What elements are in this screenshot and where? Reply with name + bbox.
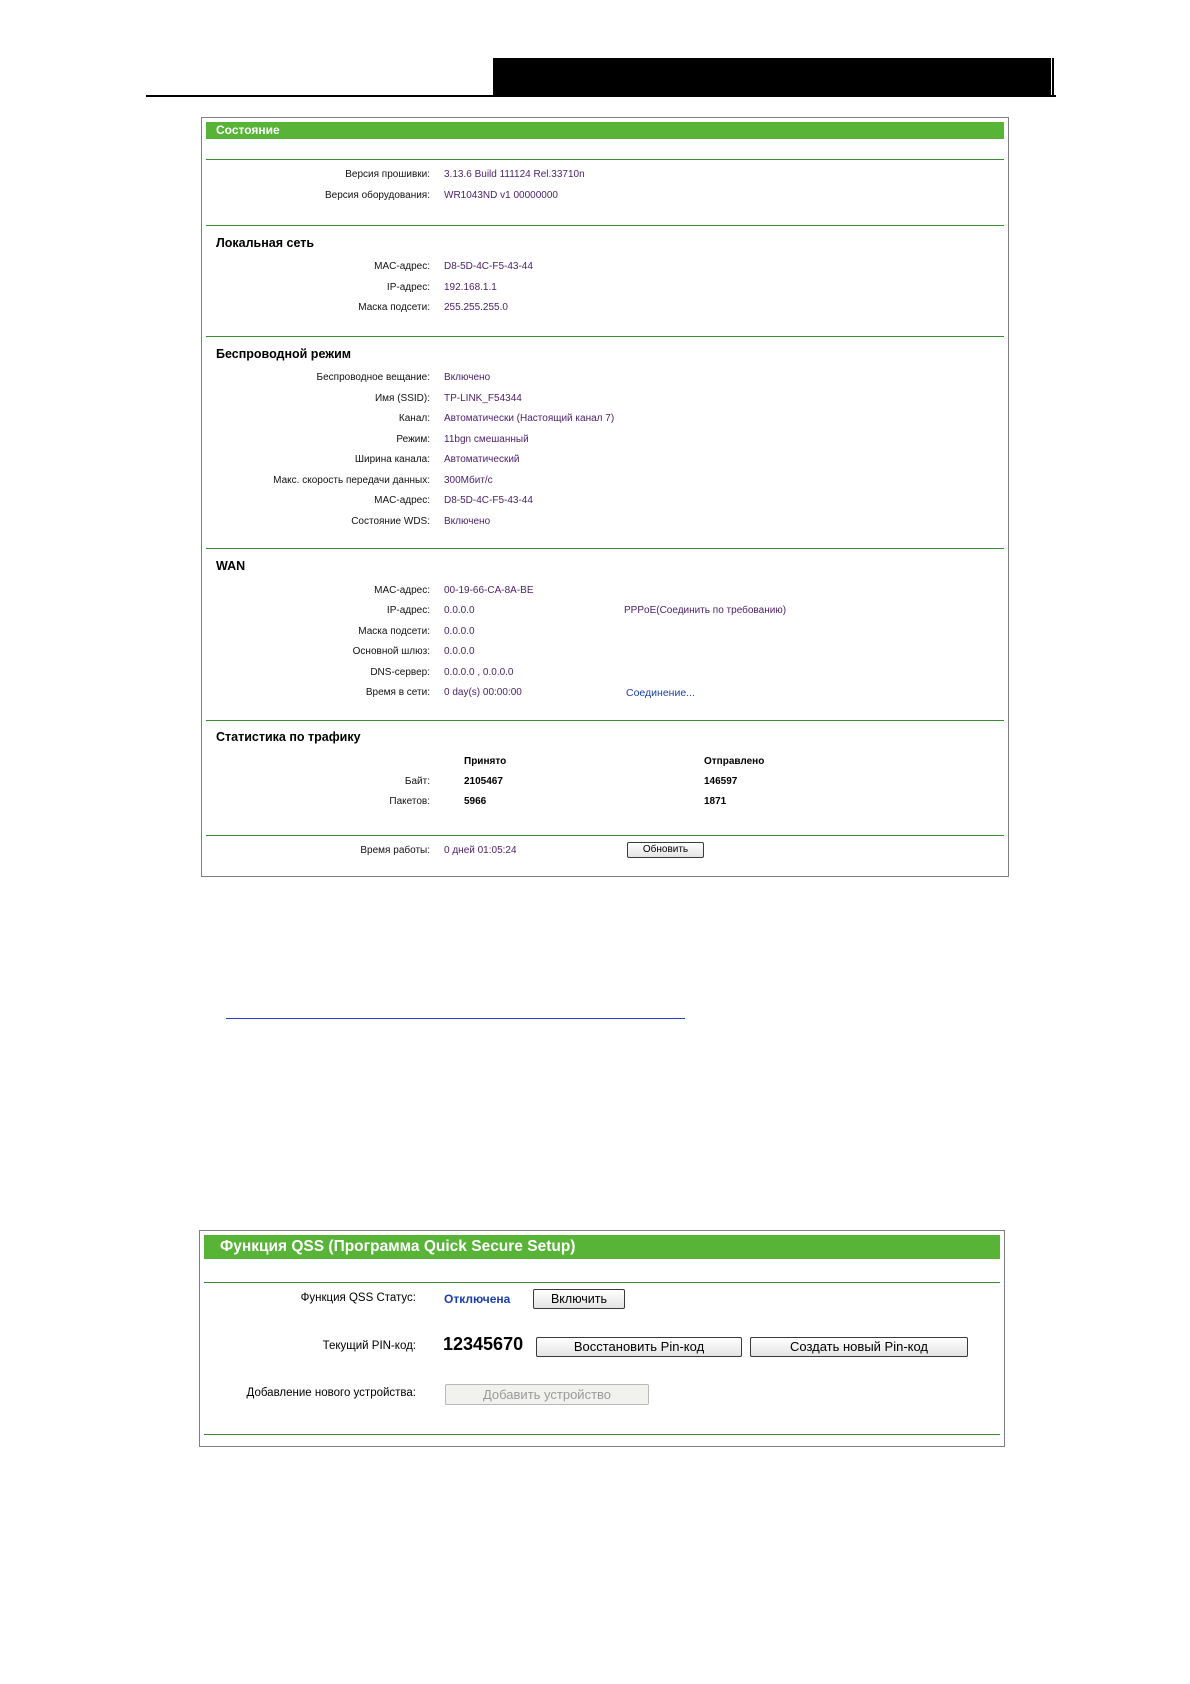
wireless-channel-label: Канал: bbox=[398, 413, 430, 424]
qss-status-value: Отключена bbox=[444, 1292, 511, 1306]
firmware-label: Версия прошивки: bbox=[345, 169, 430, 180]
lan-mac-value: D8-5D-4C-F5-43-44 bbox=[444, 261, 533, 272]
document-header-rule bbox=[146, 95, 1056, 97]
traffic-packets-sent: 1871 bbox=[704, 796, 727, 807]
status-panel bbox=[201, 117, 1009, 877]
lan-mask-label: Маска подсети: bbox=[358, 302, 430, 313]
divider bbox=[206, 336, 1004, 337]
wan-mac-label: MAC-адрес: bbox=[374, 585, 430, 596]
traffic-section-title: Статистика по трафику bbox=[216, 730, 361, 744]
wireless-wds-label: Состояние WDS: bbox=[351, 516, 430, 527]
wan-dns-label: DNS-сервер: bbox=[370, 667, 430, 678]
lan-ip-label: IP-адрес: bbox=[386, 282, 430, 293]
traffic-received-header: Принято bbox=[464, 756, 507, 767]
document-header-bar bbox=[493, 58, 1051, 96]
traffic-packets-label: Пакетов: bbox=[389, 796, 430, 807]
wireless-width-label: Ширина канала: bbox=[354, 454, 430, 465]
traffic-bytes-label: Байт: bbox=[404, 776, 430, 787]
wan-mask-label: Маска подсети: bbox=[358, 626, 430, 637]
wan-section-title: WAN bbox=[216, 559, 246, 573]
qss-panel-title: Функция QSS (Программа Quick Secure Setup) bbox=[204, 1235, 1000, 1259]
lan-mac-label: MAC-адрес: bbox=[374, 261, 430, 272]
wireless-mac-value: D8-5D-4C-F5-43-44 bbox=[444, 495, 533, 506]
wireless-mac-label: MAC-адрес: bbox=[374, 495, 430, 506]
refresh-button[interactable]: Обновить bbox=[627, 842, 704, 858]
add-device-button: Добавить устройство bbox=[445, 1384, 649, 1405]
firmware-value: 3.13.6 Build 111124 Rel.33710n bbox=[444, 169, 585, 180]
system-uptime-value: 0 дней 01:05:24 bbox=[444, 845, 517, 856]
enable-qss-button[interactable]: Включить bbox=[533, 1289, 625, 1309]
hardware-value: WR1043ND v1 00000000 bbox=[444, 190, 558, 201]
wan-ip-value: 0.0.0.0 bbox=[444, 605, 475, 616]
wan-uptime-value: 0 day(s) 00:00:00 bbox=[444, 687, 522, 698]
wan-gateway-label: Основной шлюз: bbox=[352, 646, 430, 657]
traffic-bytes-received: 2105467 bbox=[464, 776, 503, 787]
wan-mac-value: 00-19-66-CA-8A-BE bbox=[444, 585, 534, 596]
wireless-section-title: Беспроводной режим bbox=[216, 347, 352, 361]
divider bbox=[206, 548, 1004, 549]
traffic-packets-received: 5966 bbox=[464, 796, 487, 807]
wan-uptime-label: Время в сети: bbox=[365, 687, 430, 698]
wireless-rate-label: Макс. скорость передачи данных: bbox=[273, 475, 430, 486]
hardware-label: Версия оборудования: bbox=[325, 190, 430, 201]
document-header-tick bbox=[1052, 58, 1054, 96]
document-link-underline[interactable] bbox=[226, 1018, 685, 1019]
divider bbox=[206, 720, 1004, 721]
lan-mask-value: 255.255.255.0 bbox=[444, 302, 508, 313]
wan-connect-link[interactable]: Соединение... bbox=[626, 687, 695, 699]
wireless-broadcast-value: Включено bbox=[444, 372, 491, 383]
wireless-rate-value: 300Мбит/с bbox=[444, 475, 493, 486]
status-panel-title: Состояние bbox=[206, 122, 1004, 139]
qss-panel bbox=[199, 1230, 1005, 1447]
traffic-bytes-sent: 146597 bbox=[704, 776, 738, 787]
wan-mask-value: 0.0.0.0 bbox=[444, 626, 475, 637]
wireless-ssid-label: Имя (SSID): bbox=[374, 393, 430, 404]
wireless-channel-value: Автоматически (Настоящий канал 7) bbox=[444, 413, 615, 424]
wireless-width-value: Автоматический bbox=[444, 454, 520, 465]
wireless-ssid-value: TP-LINK_F54344 bbox=[444, 393, 522, 404]
wireless-wds-value: Включено bbox=[444, 516, 491, 527]
wireless-mode-label: Режим: bbox=[396, 434, 430, 445]
divider bbox=[206, 225, 1004, 226]
traffic-sent-header: Отправлено bbox=[704, 756, 765, 767]
wireless-mode-value: 11bgn смешанный bbox=[444, 434, 529, 445]
restore-pin-button[interactable]: Восстановить Pin-код bbox=[536, 1337, 742, 1357]
wan-connection-type: PPPoE(Соединить по требованию) bbox=[624, 605, 787, 616]
divider bbox=[206, 835, 1004, 836]
lan-section-title: Локальная сеть bbox=[216, 236, 315, 250]
wan-gateway-value: 0.0.0.0 bbox=[444, 646, 475, 657]
wireless-broadcast-label: Беспроводное вещание: bbox=[316, 372, 430, 383]
new-pin-button[interactable]: Создать новый Pin-код bbox=[750, 1337, 968, 1357]
add-device-label: Добавление нового устройства: bbox=[246, 1387, 416, 1399]
lan-ip-value: 192.168.1.1 bbox=[444, 282, 497, 293]
system-uptime-label: Время работы: bbox=[360, 845, 430, 856]
qss-status-label: Функция QSS Статус: bbox=[300, 1292, 416, 1304]
divider bbox=[204, 1282, 1000, 1283]
divider bbox=[204, 1434, 1000, 1435]
divider bbox=[206, 159, 1004, 160]
wan-ip-label: IP-адрес: bbox=[386, 605, 430, 616]
pin-value: 12345670 bbox=[443, 1334, 524, 1354]
wan-dns-value: 0.0.0.0 , 0.0.0.0 bbox=[444, 667, 514, 678]
pin-label: Текущий PIN-код: bbox=[322, 1340, 416, 1352]
